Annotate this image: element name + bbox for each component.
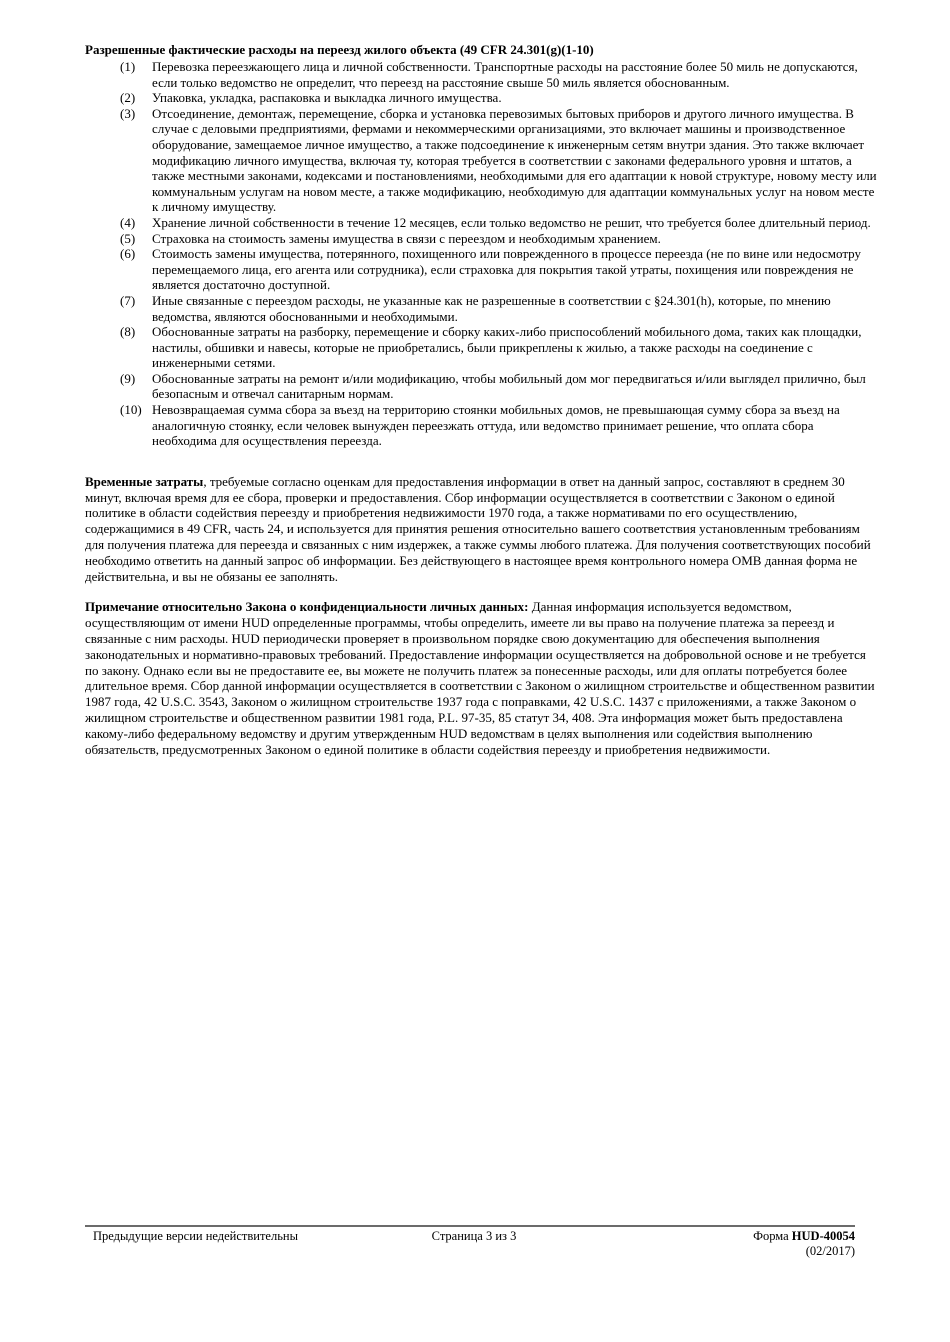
- list-item-text: Невозвращаемая сумма сбора за въезд на территорию стоянки мобильных домов, не превышающая сумму сбора за въезд на аналогичную стоянку, если человек вынужден переезжать оттуда, или ведомство принимает решение, что оплата сбора необходима для осуществления переезда.: [152, 402, 840, 449]
- page-footer: [85, 1225, 855, 1259]
- list-item-number: (4): [120, 214, 136, 230]
- privacy-act-body: Данная информация используется ведомством, осуществляющим от имени HUD определенные программы, чтобы определить, имеете ли вы право на получение платежа за переезд и связанные с ним расходы. HUD периодически проверяет в произвольном порядке свою документацию для обеспечения выполнения законодательных и нормативно-правовых требований. Предоставление информации осуществляется на добровольной основе и не требуется по закону. Однако если вы не предоставите ее, вы можете не получить платеж за понесенные расходы, или для оплаты потребуется более длительное время. Сбор данной информации осуществляется в соответствии с Законом о жилищном строительстве и общественном развитии 1987 года, 42 U.S.C. 3543, Законом о жилищном строительстве 1937 года с поправками, 42 U.S.C. 1437 с приложениями, а также Законом о жилищном строительстве и общественном развитии 1981 года, P.L. 97-35, 85 статут 34, 408. Эта информация может быть предоставлена какому-либо федеральному ведомству и другим утвержденным HUD ведомствам в целях выполнения или содействия выполнению обязательств, предусмотренных Законом о единой политике в области содействия переезду и приобретения недвижимости.: [85, 599, 875, 757]
- list-item: [85, 106, 877, 215]
- privacy-act-lead: Примечание относительно Закона о конфиденциальности личных данных:: [85, 599, 529, 615]
- time-burden-lead: Временные затраты: [85, 473, 204, 489]
- list-item-text: Обоснованные затраты на разборку, перемещение и сборку каких-либо приспособлений мобильного дома, таких как площадки, настилы, обшивки и навесы, которые не приобретались, были прикреплены к жилью, а также расходы на соединение с инженерными сетями.: [152, 324, 862, 371]
- footer-form-number-value: HUD-40054: [791, 1229, 855, 1243]
- time-burden-paragraph: [85, 474, 877, 585]
- list-item-text: Стоимость замены имущества, потерянного, похищенного или поврежденного в процессе переезда (не по вине или недосмотру перемещаемого лица, его агента или сотрудника), если страховка для покрытия такой утраты, похищения или повреждения не является достаточно доступной.: [152, 246, 862, 293]
- list-item: [85, 371, 877, 402]
- list-item: [85, 90, 877, 106]
- list-item-number: (10): [120, 402, 142, 418]
- list-item: [85, 215, 877, 231]
- list-item-number: (3): [120, 105, 136, 121]
- footer-form-date: (02/2017): [805, 1244, 855, 1258]
- list-item-text: Упаковка, укладка, распаковка и выкладка личного имущества.: [152, 90, 502, 106]
- list-item-number: (6): [120, 246, 136, 262]
- list-item-number: (1): [120, 59, 136, 74]
- list-item-number: (9): [120, 370, 136, 386]
- footer-page-number: Страница 3 из 3: [431, 1229, 517, 1243]
- list-item: [85, 59, 877, 90]
- list-item: [85, 324, 877, 371]
- list-item-number: (2): [120, 90, 136, 106]
- list-item-text: Иные связанные с переездом расходы, не указанные как не разрешенные в соответствии с §24.301(h), которые, по мнению ведомства, являются обоснованными и необходимыми.: [152, 292, 831, 324]
- list-item: [85, 293, 877, 324]
- document-content: [85, 42, 877, 757]
- time-burden-body: , требуемые согласно оценкам для предоставления информации в ответ на данный запрос, составляют в среднем 30 минут, включая время для ее сбора, проверки и предоставления. Сбор информации осуществляется в соответствии с Законом о единой политике в области содействия переезду и приобретения недвижимости 1970 года, а также нормативами по его осуществлению, содержащимися в 49 CFR, часть 24, и используется для принятия решения относительно вашего соответствия установленным требованиям для получения платежа для переезда и связанных с ним издержек, а также суммы любого платежа. Для получения соответствующих пособий необходимо ответить на данный запрос об информации. Без действующего в настоящее время контрольного номера OMB данная форма не действительна, и вы не обязаны ее заполнять.: [85, 473, 871, 584]
- list-item-number: (5): [120, 230, 136, 246]
- list-item: [85, 402, 877, 449]
- list-item-text: Страховка на стоимость замены имущества в связи с переездом и необходимым хранением.: [152, 230, 661, 246]
- footer-prior-versions-note: Предыдущие версии недействительны: [93, 1229, 299, 1243]
- privacy-act-paragraph: [85, 599, 877, 757]
- footer-form-label: Форма: [753, 1229, 792, 1243]
- list-item-number: (7): [120, 292, 136, 308]
- footer-row: [85, 1229, 855, 1244]
- list-item-number: (8): [120, 324, 136, 340]
- allowed-expenses-list: [85, 59, 877, 449]
- list-item: [85, 246, 877, 293]
- list-item-text: Хранение личной собственности в течение 12 месяцев, если только ведомство не решит, что требуется более длительный период.: [152, 214, 871, 230]
- list-item-text: Перевозка переезжающего лица и личной собственности. Транспортные расходы на расстояние более 50 миль не допускаются, если только ведомство не определит, что переезд на расстояние свыше 50 миль является обоснованным.: [152, 59, 858, 90]
- section-heading: Разрешенные фактические расходы на переезд жилого объекта (49 CFR 24.301(g)(1-10): [85, 42, 594, 57]
- list-item-text: Отсоединение, демонтаж, перемещение, сборка и установка перевозимых бытовых приборов и другого личного имущества. В случае с деловыми предприятиями, фермами и некоммерческими организациями, это включает машины и производственное оборудование, замещаемое личное имущество, а также подсоединение к инженерным сетям внутри здания. Это также включает модификацию личного имущества, включая ту, которая требуется в соответствии с законами федерального уровня и штатов, а также местными законами, кодексами и постановлениями, необходимыми для его адаптации к новой структуре, новому месту или коммунальным услугам на новом месте, а также модификацию, необходимую для адаптации коммунальных услуг на новом месте к личному имуществу.: [152, 105, 877, 215]
- list-item: [85, 231, 877, 247]
- list-item-text: Обоснованные затраты на ремонт и/или модификацию, чтобы мобильный дом мог передвигаться и/или выглядел прилично, был безопасным и отвечал санитарным нормам.: [152, 370, 866, 402]
- footer-form-number: [586, 1229, 855, 1244]
